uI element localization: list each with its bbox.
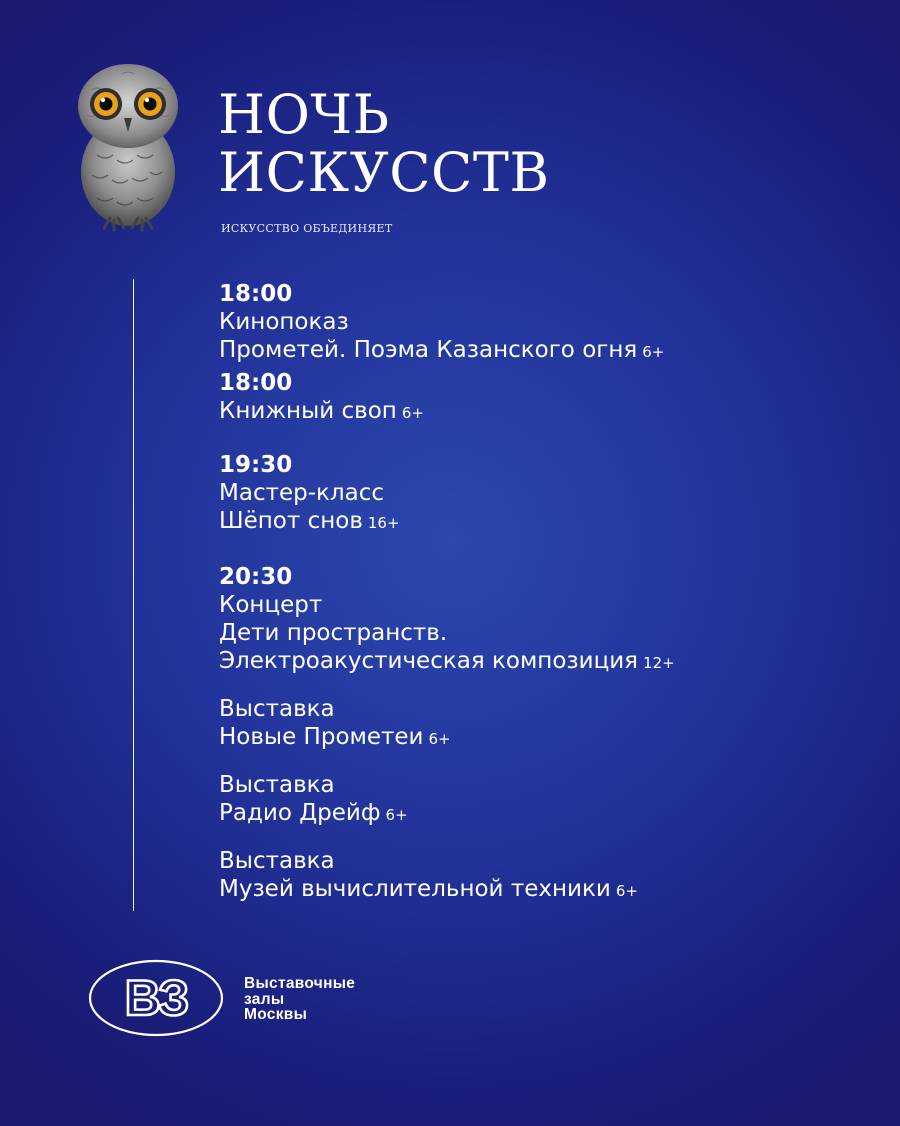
age-rating: 6+: [401, 404, 424, 422]
age-rating: 6+: [642, 343, 665, 361]
event-item: [219, 695, 859, 753]
event-title: Книжный своп 6+: [219, 398, 424, 424]
event-title: Прометей. Поэма Казанского огня 6+: [219, 337, 665, 363]
event-item: [219, 451, 859, 537]
page-title: [218, 83, 550, 204]
event-type: Кинопоказ: [219, 309, 349, 335]
event-title: Новые Прометеи 6+: [219, 724, 451, 750]
event-item: [219, 847, 859, 905]
event-time: 18:00: [219, 281, 293, 307]
event-type: Выставка: [219, 696, 335, 722]
event-time: 19:30: [219, 452, 293, 478]
event-type: Выставка: [219, 848, 335, 874]
age-rating: 6+: [385, 806, 408, 824]
event-item: [219, 563, 859, 677]
age-rating: 6+: [428, 730, 451, 748]
event-type: Концерт: [219, 592, 323, 618]
event-item: [219, 280, 859, 366]
event-title-part: Дети пространств.: [219, 620, 448, 646]
event-title: Электроакустическая композиция 12+: [219, 648, 675, 674]
owl-illustration: [72, 60, 184, 232]
event-title: Шёпот снов 16+: [219, 508, 400, 534]
event-title: Музей вычислительной техники 6+: [219, 876, 638, 902]
age-rating: 16+: [367, 514, 400, 532]
logo-wordmark: Выставочные залы Москвы: [244, 975, 356, 1023]
event-type: Выставка: [219, 772, 335, 798]
tagline: ИСКУССТВО ОБЪЕДИНЯЕТ: [221, 222, 393, 235]
event-item: [219, 771, 859, 829]
vz-logo: [88, 958, 224, 1038]
title-line-2: ИСКУССТВ: [218, 141, 550, 204]
logo-mark: ВЗ: [124, 970, 188, 1026]
event-item: [219, 369, 859, 427]
age-rating: 6+: [615, 882, 638, 900]
age-rating: 12+: [643, 654, 675, 672]
event-title: Радио Дрейф 6+: [219, 800, 408, 826]
timeline-divider: [133, 279, 134, 911]
title-line-1: НОЧЬ: [218, 83, 390, 146]
event-time: 18:00: [219, 370, 293, 396]
event-time: 20:30: [219, 564, 293, 590]
event-type: Мастер-класс: [219, 480, 385, 506]
event-schedule: [219, 280, 859, 905]
